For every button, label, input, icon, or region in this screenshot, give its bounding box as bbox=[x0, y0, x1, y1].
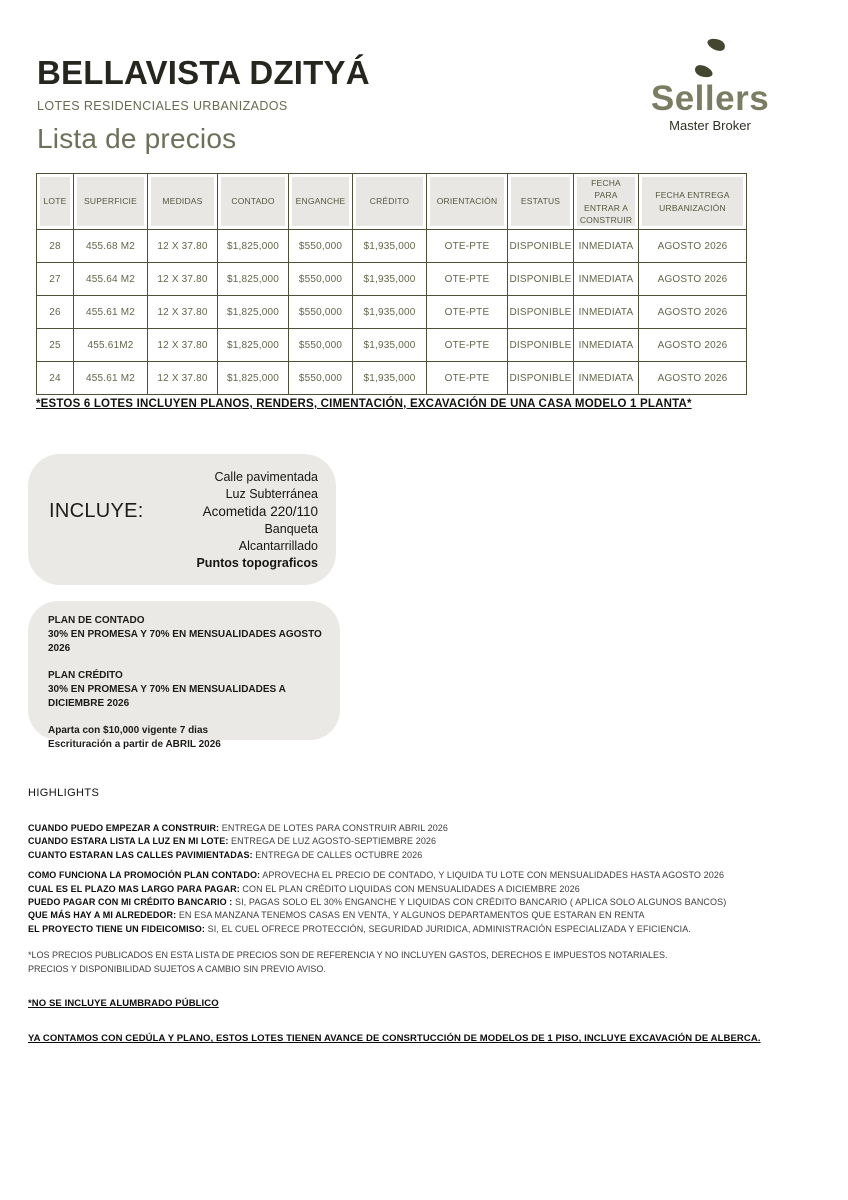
disclaimer-block bbox=[28, 949, 824, 976]
cell-enganche: $550,000 bbox=[289, 230, 353, 263]
cell-credito: $1,935,000 bbox=[353, 263, 427, 296]
highlight-line: CUAL ES EL PLAZO MAS LARGO PARA PAGAR: CON EL PLAN CRÉDITO LIQUIDAS CON MENSUALIDADES A DICIEMBRE 2026 bbox=[28, 883, 580, 894]
includes-item: Calle pavimentada bbox=[214, 470, 318, 484]
price-table bbox=[36, 173, 747, 395]
cell-fecha-entrega: AGOSTO 2026 bbox=[639, 329, 747, 362]
column-header: ORIENTACIÓN bbox=[427, 174, 508, 230]
brand-tagline: Master Broker bbox=[669, 118, 751, 133]
header bbox=[37, 56, 370, 155]
cell-contado: $1,825,000 bbox=[218, 329, 289, 362]
highlights-block-2 bbox=[28, 869, 824, 936]
highlight-line: QUE MÁS HAY A MI ALREDEDOR: EN ESA MANZANA TENEMOS CASAS EN VENTA, Y ALGUNOS DEPARTAMENTOS QUE ESTARAN EN RENTA bbox=[28, 910, 645, 921]
table-header-row bbox=[37, 174, 747, 230]
cell-lote: 25 bbox=[37, 329, 74, 362]
sellers-logo bbox=[638, 38, 782, 133]
cell-fecha-construir: INMEDIATA bbox=[574, 230, 639, 263]
sellers-s-icon bbox=[693, 38, 727, 78]
cell-orientacion: OTE-PTE bbox=[427, 362, 508, 395]
cell-contado: $1,825,000 bbox=[218, 362, 289, 395]
highlight-line: CUANTO ESTARAN LAS CALLES PAVIMIENTADAS: ENTREGA DE CALLES OCTUBRE 2026 bbox=[28, 849, 423, 860]
cell-contado: $1,825,000 bbox=[218, 296, 289, 329]
column-header: ESTATUS bbox=[508, 174, 574, 230]
payment-plans-box bbox=[28, 601, 340, 750]
cedula-note: YA CONTAMOS CON CEDÚLA Y PLANO, ESTOS LOTES TIENEN AVANCE DE CONSRTUCCIÓN DE MODELOS DE 1 PISO, INCLUYE EXCAVACIÓN DE ALBERCA. bbox=[28, 1033, 761, 1045]
page-subtitle: LOTES RESIDENCIALES URBANIZADOS bbox=[37, 98, 288, 113]
cell-fecha-entrega: AGOSTO 2026 bbox=[639, 263, 747, 296]
cell-estatus: DISPONIBLE bbox=[508, 263, 574, 296]
cell-medidas: 12 X 37.80 bbox=[148, 263, 218, 296]
price-list-heading: Lista de precios bbox=[37, 122, 237, 154]
cell-superficie: 455.64 M2 bbox=[74, 263, 148, 296]
cell-credito: $1,935,000 bbox=[353, 230, 427, 263]
cell-fecha-construir: INMEDIATA bbox=[574, 296, 639, 329]
cell-credito: $1,935,000 bbox=[353, 329, 427, 362]
no-alumbrado-note: *NO SE INCLUYE ALUMBRADO PÚBLICO bbox=[28, 998, 219, 1010]
cell-medidas: 12 X 37.80 bbox=[148, 296, 218, 329]
cell-medidas: 12 X 37.80 bbox=[148, 230, 218, 263]
brand-name: Sellers bbox=[650, 79, 770, 118]
highlights-block-1 bbox=[28, 822, 824, 862]
includes-item: Banqueta bbox=[264, 521, 318, 536]
table-row bbox=[37, 362, 747, 395]
includes-item: Alcantarrillado bbox=[238, 538, 318, 553]
cell-fecha-construir: INMEDIATA bbox=[574, 362, 639, 395]
cell-orientacion: OTE-PTE bbox=[427, 296, 508, 329]
cell-contado: $1,825,000 bbox=[218, 230, 289, 263]
includes-box bbox=[28, 454, 336, 585]
cell-fecha-construir: INMEDIATA bbox=[574, 263, 639, 296]
column-header: LOTE bbox=[37, 174, 74, 230]
highlights-section bbox=[28, 787, 824, 1044]
cell-fecha-entrega: AGOSTO 2026 bbox=[639, 362, 747, 395]
cell-enganche: $550,000 bbox=[289, 263, 353, 296]
column-header: CRÉDITO bbox=[353, 174, 427, 230]
plan-contado-text: 30% EN PROMESA Y 70% EN MENSUALIDADES AGOSTO 2026 bbox=[48, 629, 322, 654]
cell-credito: $1,935,000 bbox=[353, 362, 427, 395]
page-title: BELLAVISTA DZITYÁ bbox=[37, 54, 370, 91]
cell-fecha-entrega: AGOSTO 2026 bbox=[639, 230, 747, 263]
cell-medidas: 12 X 37.80 bbox=[148, 362, 218, 395]
cell-estatus: DISPONIBLE bbox=[508, 362, 574, 395]
cell-superficie: 455.61 M2 bbox=[74, 362, 148, 395]
cell-lote: 28 bbox=[37, 230, 74, 263]
cell-enganche: $550,000 bbox=[289, 296, 353, 329]
cell-superficie: 455.61M2 bbox=[74, 329, 148, 362]
cell-estatus: DISPONIBLE bbox=[508, 230, 574, 263]
table-row bbox=[37, 263, 747, 296]
cell-medidas: 12 X 37.80 bbox=[148, 329, 218, 362]
cell-superficie: 455.68 M2 bbox=[74, 230, 148, 263]
cell-lote: 26 bbox=[37, 296, 74, 329]
cell-enganche: $550,000 bbox=[289, 329, 353, 362]
highlight-line: COMO FUNCIONA LA PROMOCIÓN PLAN CONTADO: APROVECHA EL PRECIO DE CONTADO, Y LIQUIDA TU LOTE CON MENSUALIDADES HASTA AGOSTO 2026 bbox=[28, 870, 725, 881]
cell-superficie: 455.61 M2 bbox=[74, 296, 148, 329]
highlights-heading: HIGHLIGHTS bbox=[28, 787, 100, 799]
includes-item: Luz Subterránea bbox=[225, 487, 318, 502]
cell-credito: $1,935,000 bbox=[353, 296, 427, 329]
plan-escrituracion: Escrituración a partir de ABRIL 2026 bbox=[48, 739, 221, 750]
cell-lote: 27 bbox=[37, 263, 74, 296]
table-footnote: *ESTOS 6 LOTES INCLUYEN PLANOS, RENDERS, CIMENTACIÓN, EXCAVACIÓN DE UNA CASA MODELO 1 PLANTA* bbox=[36, 398, 692, 410]
includes-label: INCLUYE: bbox=[49, 500, 144, 522]
highlight-line: PUEDO PAGAR CON MI CRÉDITO BANCARIO : SI, PAGAS SOLO EL 30% ENGANCHE Y LIQUIDAS CON CRÉDITO BANCARIO ( APLICA SOLO ALGUNOS BANCOS) bbox=[28, 897, 727, 908]
cell-contado: $1,825,000 bbox=[218, 263, 289, 296]
plan-aparta: Aparta con $10,000 vigente 7 dias bbox=[48, 725, 209, 736]
column-header: ENGANCHE bbox=[289, 174, 353, 230]
table-row bbox=[37, 329, 747, 362]
cell-fecha-construir: INMEDIATA bbox=[574, 329, 639, 362]
highlight-line: CUANDO PUEDO EMPEZAR A CONSTRUIR: ENTREGA DE LOTES PARA CONSTRUIR ABRIL 2026 bbox=[28, 823, 449, 833]
includes-item: Puntos topograficos bbox=[196, 556, 318, 571]
cell-estatus: DISPONIBLE bbox=[508, 296, 574, 329]
column-header: SUPERFICIE bbox=[74, 174, 148, 230]
cell-fecha-entrega: AGOSTO 2026 bbox=[639, 296, 747, 329]
plan-credito-title: PLAN CRÉDITO bbox=[48, 670, 123, 681]
column-header: FECHA PARA ENTRAR A CONSTRUIR bbox=[574, 174, 639, 230]
cell-estatus: DISPONIBLE bbox=[508, 329, 574, 362]
table-row bbox=[37, 230, 747, 263]
highlight-line: EL PROYECTO TIENE UN FIDEICOMISO: SI, EL CUEL OFRECE PROTECCIÓN, SEGURIDAD JURIDICA, ADMINISTRACIÓN ESPECIALIZADA Y EFICIENCIA. bbox=[28, 923, 691, 934]
includes-list bbox=[196, 469, 318, 572]
disclaimer-line: PRECIOS Y DISPONIBILIDAD SUJETOS A CAMBIO SIN PREVIO AVISO. bbox=[28, 963, 326, 974]
cell-orientacion: OTE-PTE bbox=[427, 230, 508, 263]
cell-orientacion: OTE-PTE bbox=[427, 329, 508, 362]
column-header: MEDIDAS bbox=[148, 174, 218, 230]
plan-contado-title: PLAN DE CONTADO bbox=[48, 615, 145, 626]
column-header: CONTADO bbox=[218, 174, 289, 230]
cell-enganche: $550,000 bbox=[289, 362, 353, 395]
disclaimer-line: *LOS PRECIOS PUBLICADOS EN ESTA LISTA DE PRECIOS SON DE REFERENCIA Y NO INCLUYEN GASTOS, DERECHOS E IMPUESTOS NOTARIALES. bbox=[28, 950, 668, 961]
plan-credito-text: 30% EN PROMESA Y 70% EN MENSUALIDADES A DICIEMBRE 2026 bbox=[48, 684, 286, 709]
cell-lote: 24 bbox=[37, 362, 74, 395]
includes-item: Acometida 220/110 bbox=[202, 504, 318, 520]
table-row bbox=[37, 296, 747, 329]
column-header: FECHA ENTREGA URBANIZACIÓN bbox=[639, 174, 747, 230]
cell-orientacion: OTE-PTE bbox=[427, 263, 508, 296]
highlight-line: CUANDO ESTARA LISTA LA LUZ EN MI LOTE: ENTREGA DE LUZ AGOSTO-SEPTIEMBRE 2026 bbox=[28, 836, 437, 847]
